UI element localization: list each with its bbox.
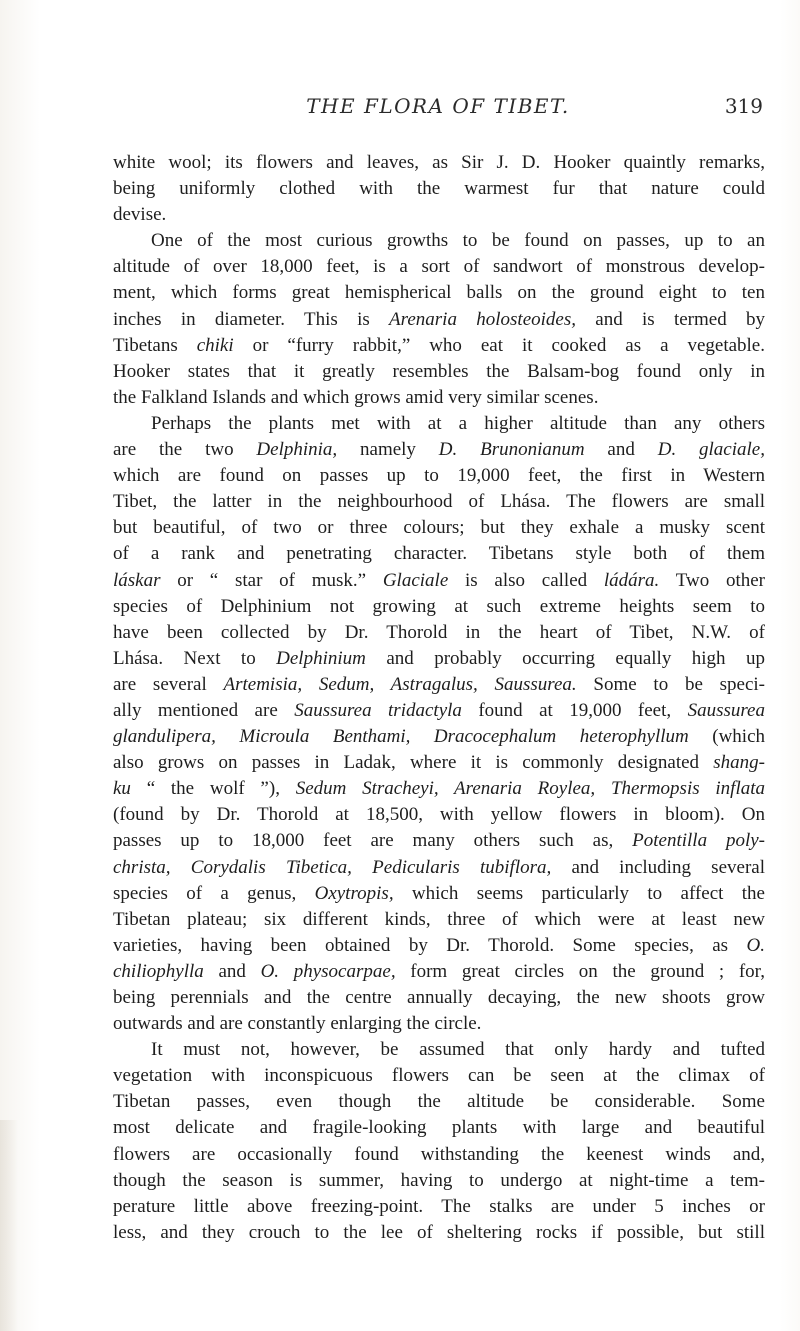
text-segment: ment, which forms great hemispherical balls on the ground eight to ten xyxy=(113,282,765,304)
text-segment: are the two xyxy=(113,439,257,461)
text-line xyxy=(113,515,765,541)
text-segment: Some to be speci- xyxy=(576,673,766,695)
text-line xyxy=(113,307,765,333)
text-segment: outwards and are constantly enlarging the circle. xyxy=(113,1013,482,1035)
running-title: THE FLORA OF TIBET. xyxy=(306,94,570,118)
italic-term: Potentilla poly- xyxy=(632,830,765,852)
body-text xyxy=(113,150,765,1246)
text-line xyxy=(113,802,765,828)
text-segment: have been collected by Dr. Thorold in the heart of Tibet, N.W. of xyxy=(113,621,765,643)
text-segment: ally mentioned are xyxy=(113,699,295,721)
text-line xyxy=(113,1011,765,1037)
page-number: 319 xyxy=(724,94,763,118)
text-segment: Tibetan plateau; six different kinds, three of which were at least new xyxy=(113,908,765,930)
text-line xyxy=(113,150,765,176)
text-line xyxy=(113,1115,765,1141)
text-segment: vegetation with inconspicuous flowers can be seen at the climax of xyxy=(113,1065,765,1087)
text-line xyxy=(113,280,765,306)
text-line xyxy=(113,646,765,672)
text-line xyxy=(113,437,765,463)
text-segment: though the season is summer, having to undergo at night-time a tem- xyxy=(113,1169,765,1191)
text-segment: Tibetans xyxy=(113,334,197,356)
text-segment: being uniformly clothed with the warmest fur that nature could xyxy=(113,178,765,200)
text-segment: Perhaps the plants met with at a higher altitude than any others xyxy=(151,412,765,434)
text-line xyxy=(113,985,765,1011)
text-line xyxy=(113,1063,765,1089)
text-line xyxy=(113,411,765,437)
italic-term: Glaciale xyxy=(382,569,449,591)
page-header xyxy=(113,94,763,128)
text-segment: and including several xyxy=(551,856,765,878)
text-line xyxy=(113,672,765,698)
italic-term: láskar xyxy=(113,569,161,591)
text-line xyxy=(113,176,765,202)
italic-term: ládára. xyxy=(603,569,660,591)
text-line xyxy=(113,463,765,489)
text-segment: Two other xyxy=(659,569,765,591)
text-segment: Lhása. Next to xyxy=(113,647,277,669)
text-line xyxy=(113,228,765,254)
text-line xyxy=(113,1037,765,1063)
text-segment: perature little above freezing-point. The stalks are under 5 inches or xyxy=(113,1195,765,1217)
text-line xyxy=(113,359,765,385)
text-line xyxy=(113,750,765,776)
text-segment: “ the wolf ”), xyxy=(130,778,296,800)
text-segment: species of Delphinium not growing at such extreme heights seem to xyxy=(113,595,765,617)
text-line xyxy=(113,724,765,750)
text-segment: being perennials and the centre annually decaying, the new shoots grow xyxy=(113,987,765,1008)
text-line xyxy=(113,1220,765,1246)
text-segment: flowers are occasionally found withstanding the keenest winds and, xyxy=(113,1143,765,1165)
italic-term: O. physocarpae, xyxy=(260,960,396,982)
text-segment: or “furry rabbit,” who eat it cooked as a vegetable. xyxy=(233,334,765,356)
text-line xyxy=(113,1194,765,1220)
text-segment: and is termed by xyxy=(575,308,765,330)
text-segment: (found by Dr. Thorold at 18,500, with yellow flowers in bloom). On xyxy=(113,804,765,826)
text-segment: and xyxy=(584,439,658,461)
text-segment: found at 19,000 feet, xyxy=(461,699,688,721)
text-segment: varieties, having been obtained by Dr. Thorold. Some species, as xyxy=(113,934,747,956)
text-segment: form great circles on the ground ; for, xyxy=(395,960,766,982)
text-segment: which seems particularly to affect the xyxy=(393,882,765,904)
text-segment: inches in diameter. This is xyxy=(113,308,390,330)
text-line xyxy=(113,828,765,854)
text-segment: passes up to 18,000 feet are many others such as, xyxy=(113,830,633,852)
italic-term: Delphinia, xyxy=(256,439,338,461)
italic-term: Saussurea xyxy=(687,699,765,721)
italic-term: ku xyxy=(113,778,131,800)
text-segment: It must not, however, be assumed that only hardy and tufted xyxy=(151,1039,765,1061)
italic-term: glandulipera, Microula Benthami, Dracocephalum heterophyllum xyxy=(113,726,689,748)
text-segment: are several xyxy=(113,673,224,695)
page-edge-shadow xyxy=(0,1120,18,1331)
text-segment: of a rank and penetrating character. Tibetans style both of them xyxy=(113,543,765,565)
italic-term: Artemisia, Sedum, Astragalus, Saussurea. xyxy=(223,673,577,695)
text-line xyxy=(113,541,765,567)
italic-term: chiki xyxy=(196,334,234,356)
text-line xyxy=(113,1168,765,1194)
text-line xyxy=(113,489,765,515)
italic-term: christa, Corydalis Tibetica, Pedicularis tubiflora, xyxy=(113,856,552,878)
text-line xyxy=(113,907,765,933)
text-segment: devise. xyxy=(113,204,167,226)
italic-term: Saussurea tridactyla xyxy=(294,699,462,721)
text-line xyxy=(113,698,765,724)
text-segment: One of the most curious growths to be found on passes, up to an xyxy=(151,230,765,252)
text-segment: but beautiful, of two or three colours; but they exhale a musky scent xyxy=(113,517,765,539)
text-segment: and probably occurring equally high up xyxy=(365,647,765,669)
italic-term: D. Brunonianum xyxy=(438,439,585,461)
text-line xyxy=(113,385,765,411)
text-line xyxy=(113,333,765,359)
text-segment: (which xyxy=(688,726,765,748)
text-segment: is also called xyxy=(448,569,604,591)
italic-term: D. glaciale, xyxy=(657,439,765,461)
text-segment: also grows on passes in Ladak, where it is commonly designated xyxy=(113,752,714,774)
text-segment: namely xyxy=(337,439,439,461)
text-segment: less, and they crouch to the lee of sheltering rocks if possible, but still xyxy=(113,1221,765,1243)
text-segment: or “ star of musk.” xyxy=(160,569,383,591)
text-segment: Hooker states that it greatly resembles the Balsam-bog found only in xyxy=(113,360,765,382)
text-segment: and xyxy=(203,960,261,982)
text-line xyxy=(113,855,765,881)
text-line xyxy=(113,620,765,646)
italic-term: Sedum Stracheyi, Arenaria Roylea, Thermopsis inflata xyxy=(295,778,765,800)
text-segment: altitude of over 18,000 feet, is a sort of sandwort of monstrous develop- xyxy=(113,256,765,278)
italic-term: Delphinium xyxy=(276,647,366,669)
italic-term: shang- xyxy=(713,752,765,774)
text-segment: Tibet, the latter in the neighbourhood of Lhása. The flowers are small xyxy=(113,491,765,513)
text-segment: which are found on passes up to 19,000 feet, the first in Western xyxy=(113,465,765,487)
text-segment: white wool; its flowers and leaves, as Sir J. D. Hooker quaintly remarks, xyxy=(113,152,765,173)
text-line xyxy=(113,254,765,280)
text-line xyxy=(113,568,765,594)
text-segment: most delicate and fragile-looking plants with large and beautiful xyxy=(113,1117,765,1139)
text-segment: the Falkland Islands and which grows amid very similar scenes. xyxy=(113,386,599,408)
text-line xyxy=(113,1142,765,1168)
text-line xyxy=(113,594,765,620)
text-line xyxy=(113,776,765,802)
italic-term: Arenaria holosteoides, xyxy=(389,308,576,330)
italic-term: O. xyxy=(746,934,765,956)
text-segment: species of a genus, xyxy=(113,882,315,904)
text-line xyxy=(113,202,765,228)
italic-term: Oxytropis, xyxy=(314,882,394,904)
text-line xyxy=(113,1089,765,1115)
italic-term: chiliophylla xyxy=(113,960,204,982)
text-line xyxy=(113,881,765,907)
text-segment: Tibetan passes, even though the altitude be considerable. Some xyxy=(113,1091,765,1113)
text-line xyxy=(113,933,765,959)
text-line xyxy=(113,959,765,985)
